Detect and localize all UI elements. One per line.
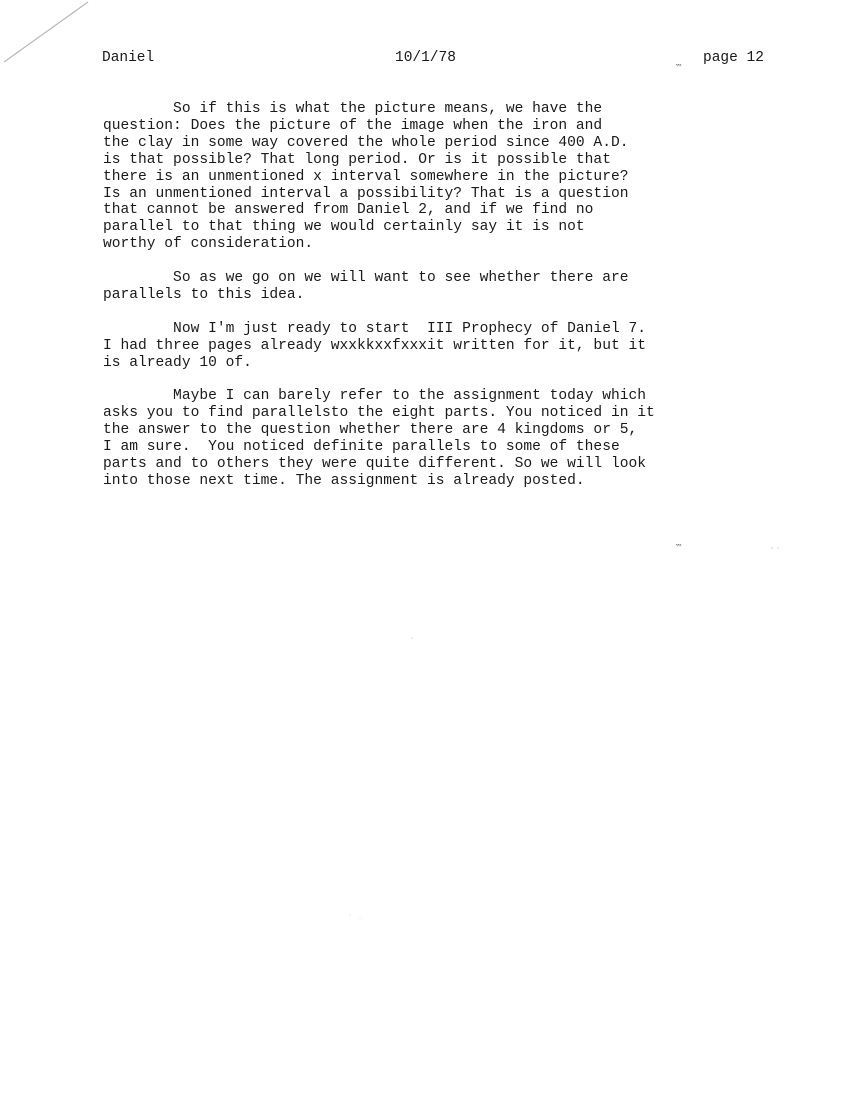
text-line: So if this is what the picture means, we have the [103, 101, 603, 117]
paragraph [103, 321, 803, 372]
header-date: 10/1/78 [395, 50, 456, 66]
document-body [103, 101, 803, 507]
text-line: question: Does the picture of the image when the iron and [103, 117, 603, 134]
text-line: I am sure. You noticed definite parallels to some of these [103, 439, 620, 456]
text-line: Now I'm just ready to start III Prophecy of Daniel 7. [103, 320, 646, 337]
text-line: the clay in some way covered the whole period since 400 A.D. [103, 134, 629, 151]
header-page-number: page 12 [703, 50, 764, 66]
paragraph [103, 101, 803, 253]
text-line: the answer to the question whether there are 4 kingdoms or 5, [103, 422, 638, 439]
text-line: parallel to that thing we would certainly say it is not [103, 219, 585, 236]
text-line: Maybe I can barely refer to the assignment today which [103, 388, 646, 405]
paragraph [103, 388, 803, 489]
text-line: worthy of consideration. [103, 236, 314, 253]
paragraph [103, 270, 803, 304]
page-header [0, 50, 853, 72]
text-line: asks you to find parallelsto the eight parts. You noticed in it [103, 405, 655, 422]
text-line: into those next time. The assignment is already posted. [103, 472, 585, 489]
text-line: that cannot be answered from Daniel 2, and if we find no [103, 202, 594, 219]
text-line: parallels to this idea. [103, 286, 305, 303]
text-line: there is an unmentioned x interval somewhere in the picture? [103, 168, 629, 185]
stray-mark: ‷ [675, 63, 683, 77]
text-line: Is an unmentioned interval a possibility? That is a question [103, 185, 629, 202]
text-line: is that possible? That long period. Or is it possible that [103, 151, 611, 168]
text-line: So as we go on we will want to see whether there are [103, 270, 629, 287]
stray-mark: ‷ [675, 543, 683, 557]
text-line: parts and to others they were quite different. So we will look [103, 455, 646, 472]
text-line: is already 10 of. [103, 354, 252, 371]
header-title: Daniel [102, 50, 155, 66]
text-line: I had three pages already wxxkkxxfxxxit written for it, but it [103, 337, 646, 354]
